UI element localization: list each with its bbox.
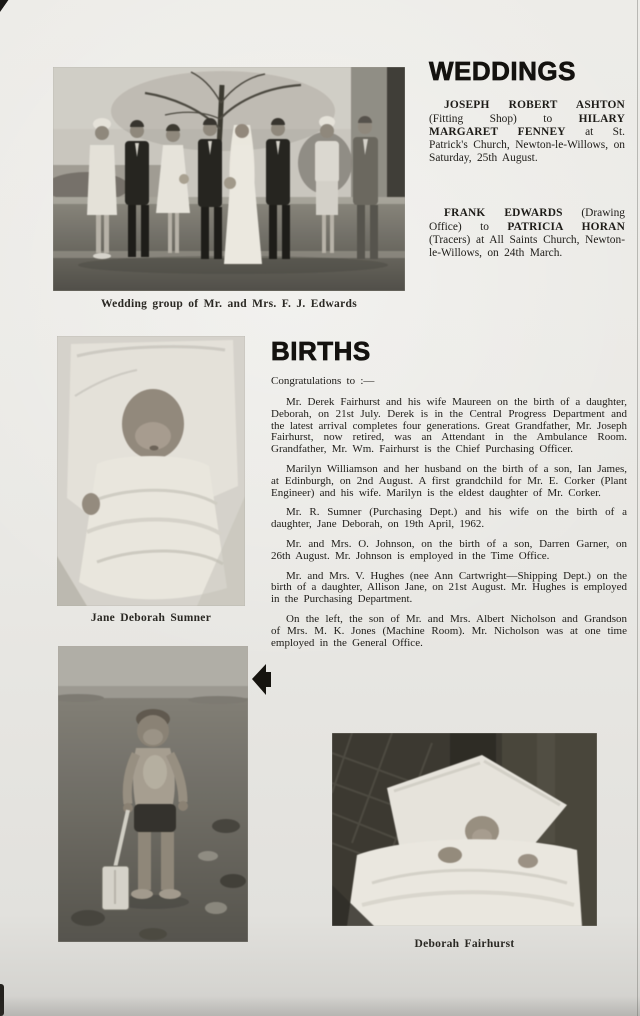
birth-announcement-hughes: Mr. and Mrs. V. Hughes (nee Ann Cartwright—Shipping Dept.) on the birth of a daughter, Allison Jane, on 21st August. Mr. Hughes is employed in the Purchasing Department. [271,569,627,606]
wedding-photo-caption: Wedding group of Mr. and Mrs. F. J. Edwards [101,298,357,310]
baby-photo-caption-fairhurst: Deborah Fairhurst [414,938,515,950]
births-section [271,338,627,657]
beach-photo-art [58,646,248,942]
bride-name: PATRICIA HORAN [507,220,625,233]
baby-photo-jane-deborah-sumner [57,336,245,606]
scan-artifact-top-left [0,0,11,15]
weddings-heading: WEDDINGS [429,56,576,86]
scan-shadow-bottom [0,996,640,1016]
wedding-group-photo-art [53,67,405,291]
births-heading: BIRTHS [271,336,371,366]
weddings-section [429,58,625,260]
scan-edge-right [637,0,638,1016]
wedding-announcement-ashton-fenney: JOSEPH ROBERT ASHTON (Fitting Shop) to HILARY MARGARET FENNEY at St. Patrick's Church, Newton-le-Willows, on Saturday, 25th August. [429,99,625,165]
bride-name: HILARY MARGARET FENNEY [429,112,625,138]
birth-announcement-williamson: Marilyn Williamson and her husband on the birth of a son, Ian James, at Edinburgh, on 2nd August. A first grandchild for Mr. E. Corker (Plant Engineer) and his wife. Marilyn is the eldest daughter of Mr. Corker. [271,463,627,499]
groom-name: JOSEPH ROBERT ASHTON [444,99,625,112]
birth-announcement-sumner: Mr. R. Sumner (Purchasing Dept.) and his wife on the birth of a daughter, Jane Deborah, on 19th April, 1962. [271,506,627,531]
births-intro: Congratulations to :— [271,375,375,388]
toddler-beach-photo-nicholson [58,646,248,942]
baby-photo-art [57,336,245,606]
left-arrow-icon [251,663,272,697]
birth-announcement-johnson: Mr. and Mrs. O. Johnson, on the birth of a son, Darren Garner, on 26th August. Mr. Johnson is employed in the Time Office. [271,538,627,562]
groom-name: FRANK EDWARDS [444,207,563,220]
baby-photo-art [332,733,597,926]
baby-photo-caption-sumner: Jane Deborah Sumner [90,612,212,624]
wedding-announcement-edwards-horan: FRANK EDWARDS (Drawing Office) to PATRICIA HORAN (Tracers) at All Saints Church, Newton-le-Willows, on 24th March. [429,207,625,259]
wedding-group-photo [53,67,405,291]
baby-photo-deborah-fairhurst [332,733,597,926]
birth-announcement-nicholson: On the left, the son of Mr. and Mrs. Albert Nicholson and Grandson of Mrs. M. K. Jones (Machine Room). Mr. Nicholson was at one time employed in the General Office. [271,613,627,649]
birth-announcement-fairhurst: Mr. Derek Fairhurst and his wife Maureen on the birth of a daughter, Deborah, on 21st July. Derek is in the Central Progress Department and the latest arrival completes four generations. Great Grandfather, Mr. Joseph Fairhurst, now retired, was an Attendant in the Ambulance Room. Grandfather, Mr. Wm. Fairhurst is the Chief Purchasing Officer. [271,396,627,456]
